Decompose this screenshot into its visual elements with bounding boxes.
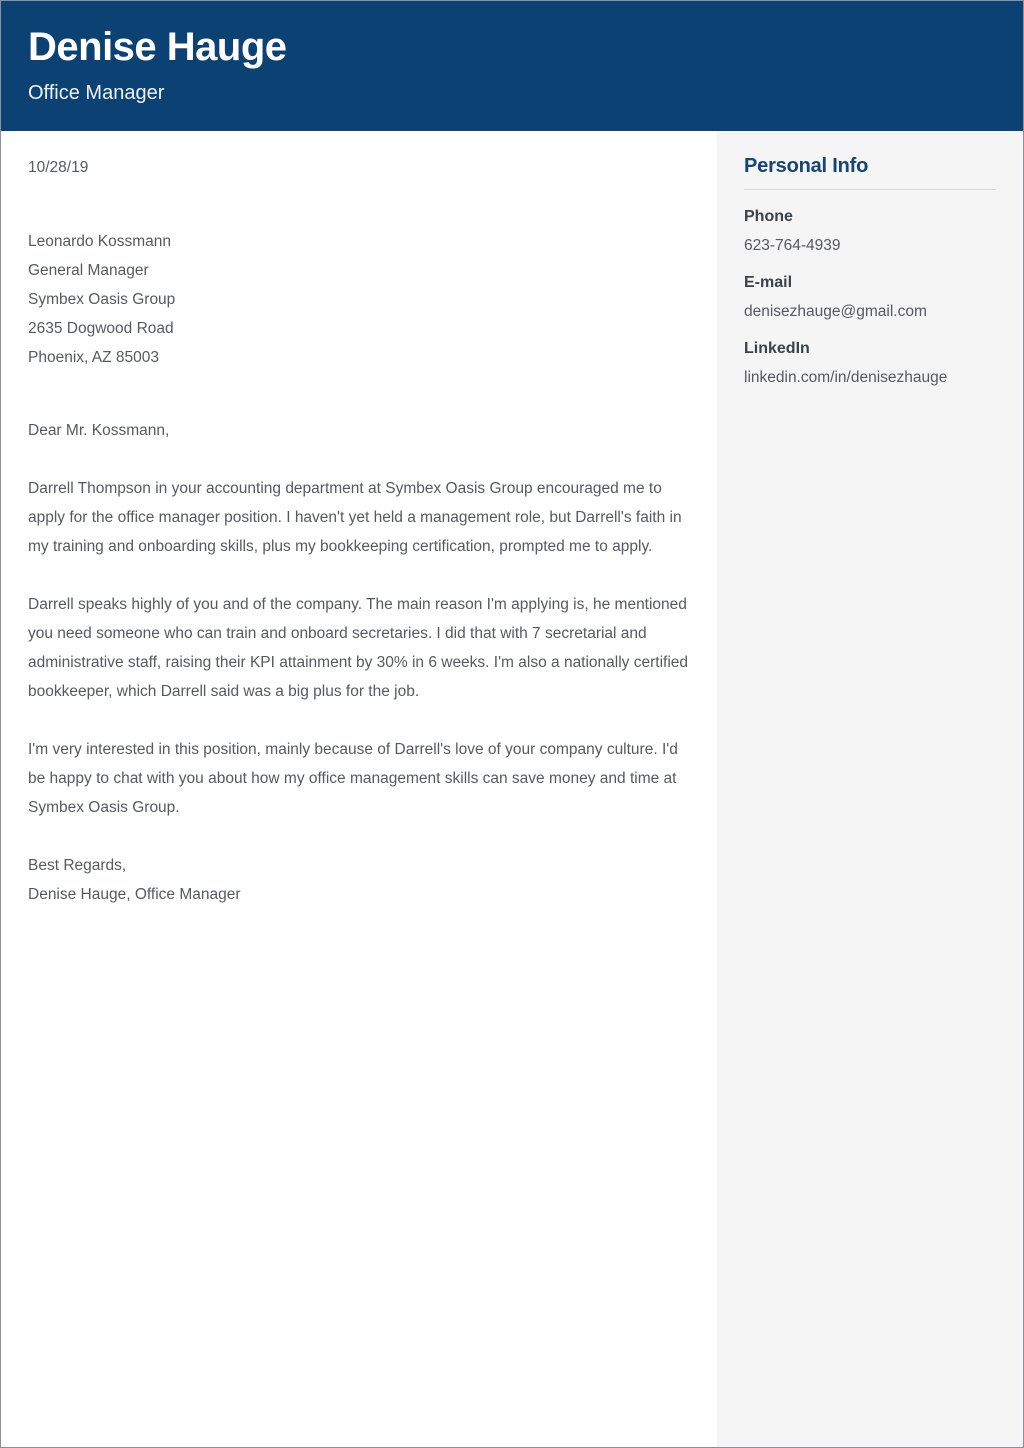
signature-line: Denise Hauge, Office Manager <box>28 886 241 903</box>
recipient-city: Phoenix, AZ 85003 <box>28 349 159 366</box>
applicant-job-title: Office Manager <box>28 82 165 104</box>
info-item-linkedin <box>744 334 996 392</box>
email-value: denisezhauge@gmail.com <box>744 303 927 320</box>
letter-date: 10/28/19 <box>28 159 89 176</box>
applicant-name: Denise Hauge <box>28 25 287 69</box>
linkedin-value: linkedin.com/in/denisezhauge <box>744 369 948 386</box>
info-item-phone <box>744 202 996 260</box>
closing-phrase: Best Regards, <box>28 857 127 874</box>
recipient-title: General Manager <box>28 262 149 279</box>
body-row <box>1 131 1023 1447</box>
personal-info-sidebar <box>717 131 1023 1447</box>
phone-label: Phone <box>744 208 793 225</box>
header-banner <box>1 1 1023 131</box>
letter-paragraph-2: Darrell speaks highly of you and of the company. The main reason I'm applying is, he mentioned you need someone who can train and onboard secretaries. I did that with 7 secretarial and administrative staff, raising their KPI attainment by 30% in 6 weeks. I'm also a nationally certified bookkeeper, which Darrell said was a big plus for the job. <box>28 596 689 700</box>
salutation: Dear Mr. Kossmann, <box>28 422 170 439</box>
letter-body <box>1 131 717 1447</box>
closing-block <box>28 851 689 909</box>
sidebar-heading: Personal Info <box>744 155 869 177</box>
email-label: E-mail <box>744 274 793 291</box>
letter-paragraph-3: I'm very interested in this position, mainly because of Darrell's love of your company culture. I'd be happy to chat with you about how my office management skills can save money and time at Symbex Oasis Group. <box>28 741 678 816</box>
info-item-email <box>744 268 996 326</box>
phone-value: 623-764-4939 <box>744 237 841 254</box>
linkedin-label: LinkedIn <box>744 340 810 357</box>
recipient-block <box>28 227 689 372</box>
recipient-name: Leonardo Kossmann <box>28 233 172 250</box>
recipient-company: Symbex Oasis Group <box>28 291 176 308</box>
sidebar-divider <box>744 189 996 190</box>
recipient-street: 2635 Dogwood Road <box>28 320 174 337</box>
letter-paragraph-1: Darrell Thompson in your accounting department at Symbex Oasis Group encouraged me to apply for the office manager position. I haven't yet held a management role, but Darrell's faith in my training and onboarding skills, plus my bookkeeping certification, prompted me to apply. <box>28 480 682 555</box>
